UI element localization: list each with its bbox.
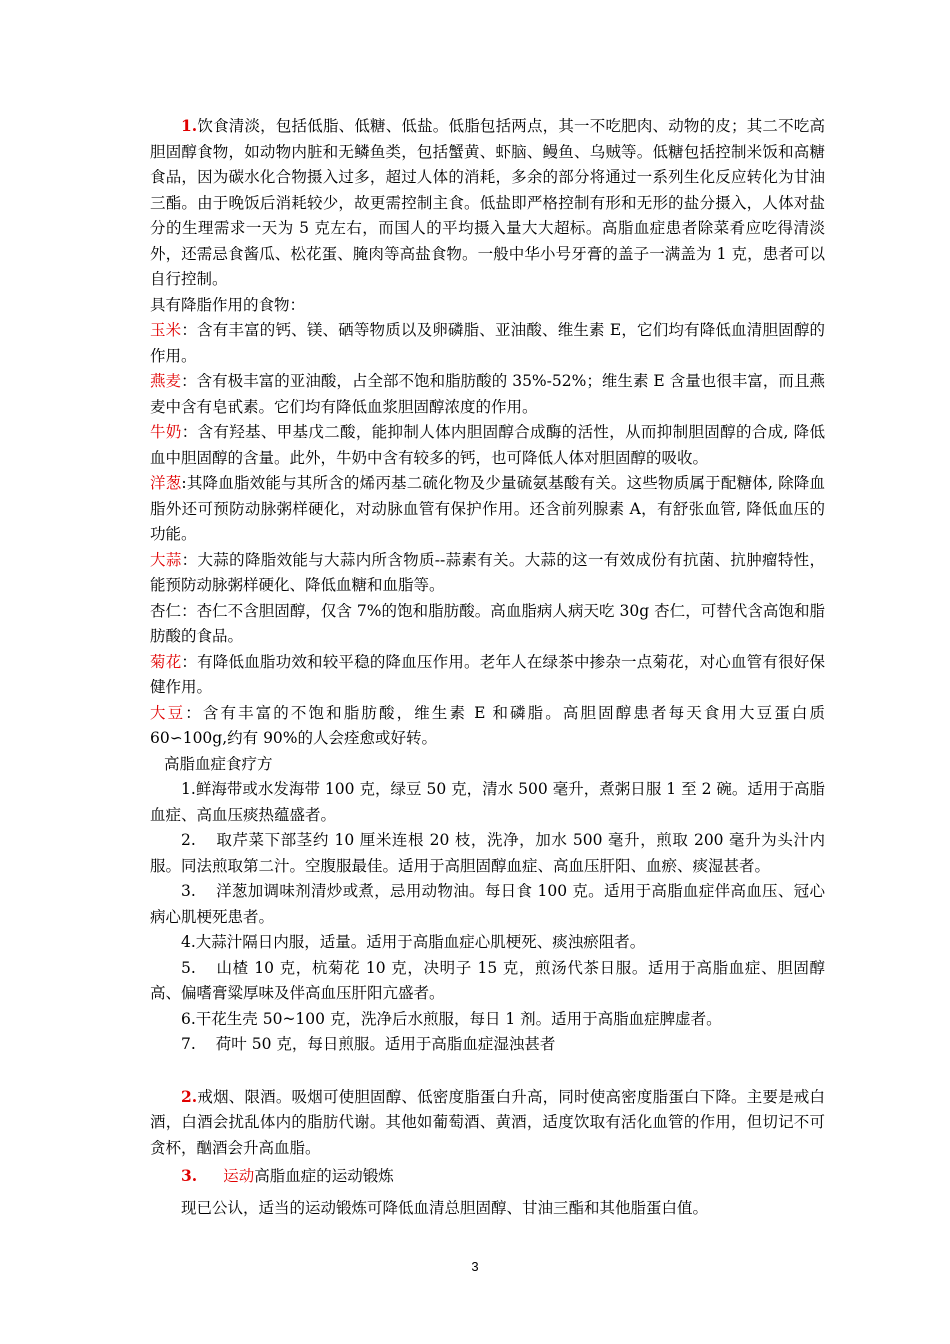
paragraph-exercise: 现已公认，适当的运动锻炼可降低血清总胆固醇、甘油三酯和其他脂蛋白值。 bbox=[181, 1198, 709, 1217]
paragraph-smoking-text: 戒烟、限酒。吸烟可使胆固醇、低密度脂蛋白升高，同时使高密度脂蛋白下降。主要是戒白酒，白酒会扰乱体内的脂肪代谢。其他如葡萄酒、黄酒，适度饮取有活化血管的作用，但切记不可贪杯，酗酒会升高血脂。 bbox=[150, 1087, 825, 1157]
paragraph-diet-text: 饮食清淡，包括低脂、低糖、低盐。低脂包括两点，其一不吃肥肉、动物的皮；其二不吃高胆固醇食物，如动物内脏和无鳞鱼类，包括蟹黄、虾脑、鳗鱼、乌贼等。低糖包括控制米饭和高糖食品，因为碳水化合物摄入过多，超过人体的消耗，多余的部分将通过一系列生化反应转化为甘油三酯。由于晚饭后消耗较少，故更需控制主食。低盐即严格控制有形和无形的盐分摄入，人体对盐分的生理需求一天为 5 克左右，而国人的平均摄入量大大超标。高脂血症患者除菜肴应吃得清淡外，还需忌食酱瓜、松花蛋、腌肉等高盐食物。一般中华小号牙膏的盖子一满盖为 1 克，患者可以自行控制。 bbox=[150, 117, 825, 288]
page-number: 3 bbox=[471, 1259, 479, 1274]
food-desc: ：含有羟基、甲基戊二酸，能抑制人体内胆固醇合成酶的活性，从而抑制胆固醇的合成, 降低血中胆固醇的含量。此外，牛奶中含有较多的钙，也可降低人体对胆固醇的吸收。 bbox=[150, 423, 825, 467]
food-desc: ：有降低血脂功效和较平稳的降血压作用。老年人在绿茶中掺杂一点菊花，对心血管有很好保健作用。 bbox=[150, 652, 825, 696]
recipe-text: 鲜海带或水发海带 100 克，绿豆 50 克，清水 500 毫升，煮粥日服 1 至 2 碗。适用于高脂血症、高血压痰热蕴盛者。 bbox=[150, 780, 825, 824]
section-number-3: 3. bbox=[181, 1166, 198, 1185]
recipe-number: 6. bbox=[181, 1009, 196, 1028]
food-item-onion bbox=[150, 471, 825, 548]
foods-heading: 具有降脂作用的食物： bbox=[150, 295, 306, 314]
recipe-text: 大蒜汁隔日内服，适量。适用于高脂血症心肌梗死、痰浊瘀阻者。 bbox=[195, 933, 646, 951]
paragraph-gap bbox=[150, 1058, 825, 1084]
recipe-number: 5. bbox=[181, 958, 196, 977]
food-name: 燕麦 bbox=[150, 372, 182, 390]
recipe-number: 3. bbox=[181, 882, 196, 900]
diet-recipes-heading: 高脂血症食疗方 bbox=[164, 754, 273, 773]
section-number-2: 2. bbox=[181, 1086, 198, 1106]
food-item-soybean bbox=[150, 701, 825, 752]
food-name: 玉米 bbox=[150, 321, 182, 339]
food-name: 菊花 bbox=[150, 652, 182, 671]
food-name: 牛奶 bbox=[150, 423, 182, 441]
recipe-text: 干花生壳 50~100 克，洗净后水煎服，每日 1 剂。适用于高脂血症脾虚者。 bbox=[195, 1009, 722, 1028]
document-body bbox=[150, 113, 825, 1221]
food-desc: ：含有极丰富的亚油酸，占全部不饱和脂肪酸的 35%-52%；维生素 E 含量也很丰富，而且燕麦中含有皂甙素。它们均有降低血浆胆固醇浓度的作用。 bbox=[150, 372, 825, 416]
recipe-number: 2. bbox=[181, 831, 196, 849]
recipe-item bbox=[150, 879, 825, 930]
exercise-title-rest: 高脂血症的运动锻炼 bbox=[254, 1167, 394, 1185]
paragraph-smoking-alcohol bbox=[150, 1084, 825, 1162]
section-exercise-heading bbox=[150, 1163, 825, 1190]
recipe-text: 山楂 10 克，杭菊花 10 克，决明子 15 克，煎汤代茶日服。适用于高脂血症、胆固醇高、偏嗜膏粱厚味及伴高血压肝阳亢盛者。 bbox=[150, 958, 825, 1002]
paragraph-diet bbox=[150, 113, 825, 293]
recipe-number: 7. bbox=[181, 1035, 196, 1053]
recipe-text: 洋葱加调味剂清炒或煮，忌用动物油。每日食 100 克。适用于高脂血症伴高血压、冠心病心肌梗死患者。 bbox=[150, 882, 825, 926]
food-item-oats bbox=[150, 369, 825, 420]
section-number-1: 1. bbox=[181, 116, 198, 135]
food-name: 大蒜 bbox=[150, 550, 182, 569]
food-name: 杏仁 bbox=[150, 601, 182, 620]
food-item-garlic bbox=[150, 548, 825, 599]
food-name: 洋葱 bbox=[150, 474, 182, 492]
food-desc: :其降血脂效能与其所含的烯丙基二硫化物及少量硫氨基酸有关。这些物质属于配糖体, 除降血脂外还可预防动脉粥样硬化，对动脉血管有保护作用。还含前列腺素 A，有舒张血管, 降低血压的功能。 bbox=[150, 474, 825, 543]
recipe-number: 4. bbox=[181, 933, 196, 951]
recipe-item bbox=[150, 1032, 825, 1058]
food-name: 大豆 bbox=[150, 703, 186, 722]
food-item-almond bbox=[150, 599, 825, 650]
food-desc: ：大蒜的降脂效能与大蒜内所含物质--蒜素有关。大蒜的这一有效成份有抗菌、抗肿瘤特性，能预防动脉粥样硬化、降低血糖和血脂等。 bbox=[150, 550, 825, 594]
recipe-item bbox=[150, 930, 825, 956]
food-desc: ：杏仁不含胆固醇，仅含 7%的饱和脂肪酸。高血脂病人病天吃 30g 杏仁，可替代含高饱和脂肪酸的食品。 bbox=[150, 601, 825, 645]
recipe-item bbox=[150, 828, 825, 879]
food-item-chrysanthemum bbox=[150, 650, 825, 701]
food-item-corn bbox=[150, 318, 825, 369]
recipe-item bbox=[150, 956, 825, 1007]
exercise-title-red: 运动 bbox=[223, 1167, 255, 1185]
recipe-number: 1. bbox=[181, 780, 196, 798]
recipe-item bbox=[150, 777, 825, 828]
food-desc: ：含有丰富的不饱和脂肪酸，维生素 E 和磷脂。高胆固醇患者每天食用大豆蛋白质 60∽100g,约有 90%的人会痊愈或好转。 bbox=[150, 703, 825, 747]
recipe-text: 取芹菜下部茎约 10 厘米连根 20 枝，洗净，加水 500 毫升，煎取 200 毫升为头汁内服。同法煎取第二汁。空腹服最佳。适用于高胆固醇血症、高血压肝阳、血瘀、痰湿甚者。 bbox=[150, 831, 825, 875]
food-item-milk bbox=[150, 420, 825, 471]
recipe-text: 荷叶 50 克，每日煎服。适用于高脂血症湿浊甚者 bbox=[215, 1035, 556, 1053]
recipe-item bbox=[150, 1007, 825, 1033]
food-desc: ：含有丰富的钙、镁、硒等物质以及卵磷脂、亚油酸、维生素 E，它们均有降低血清胆固醇的作用。 bbox=[150, 321, 825, 365]
